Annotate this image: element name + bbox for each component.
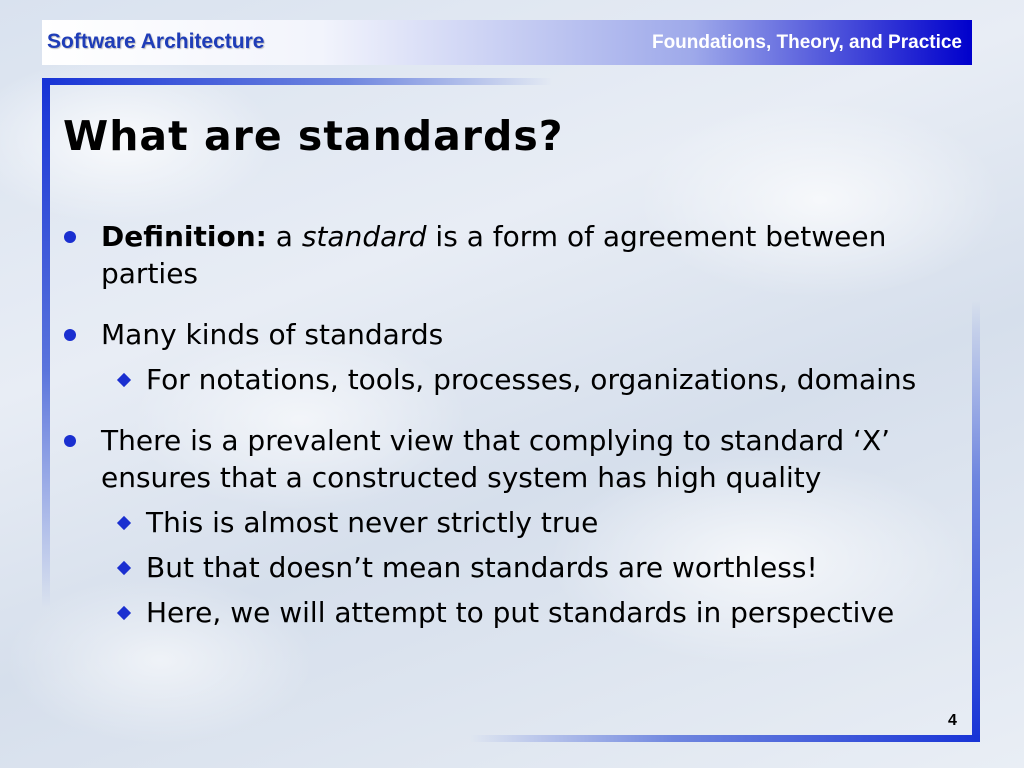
bullet-prevalent-view [64, 422, 964, 496]
definition-post: is a form of agreement between parties [101, 220, 887, 290]
sub-bullet-text: For notations, tools, processes, organizations, domains [146, 363, 917, 396]
diamond-bullet-icon [117, 606, 131, 620]
frame-bottom-accent [470, 735, 980, 742]
sub-bullet [64, 361, 964, 398]
frame-left-accent [42, 78, 50, 608]
bullet-text: There is a prevalent view that complying to standard ‘X’ ensures that a constructed system has high quality [101, 424, 891, 494]
slide-body [64, 218, 964, 631]
definition-term: standard [301, 220, 427, 253]
diamond-bullet-icon [117, 516, 131, 530]
bullet-kinds [64, 316, 964, 353]
page-number: 4 [948, 712, 957, 729]
bullet-dot-icon [64, 435, 76, 447]
sub-bullet-text: But that doesn’t mean standards are worthless! [146, 551, 818, 584]
diamond-bullet-icon [117, 373, 131, 387]
definition-label: Definition: [101, 220, 267, 253]
bullet-definition [64, 218, 964, 292]
bullet-text: Many kinds of standards [101, 318, 444, 351]
bullet-dot-icon [64, 231, 76, 243]
sub-bullet-text: Here, we will attempt to put standards in perspective [146, 596, 895, 629]
slide-title: What are standards? [63, 112, 564, 160]
sub-bullet [64, 594, 964, 631]
course-subtitle: Foundations, Theory, and Practice [651, 32, 962, 53]
frame-top-accent [42, 78, 552, 85]
bullet-dot-icon [64, 329, 76, 341]
sub-bullet [64, 504, 964, 541]
diamond-bullet-icon [117, 561, 131, 575]
course-title: Software Architecture [47, 30, 265, 53]
definition-pre: a [266, 220, 302, 253]
sub-bullet [64, 549, 964, 586]
sub-bullet-text: This is almost never strictly true [146, 506, 599, 539]
frame-right-accent [972, 300, 980, 742]
